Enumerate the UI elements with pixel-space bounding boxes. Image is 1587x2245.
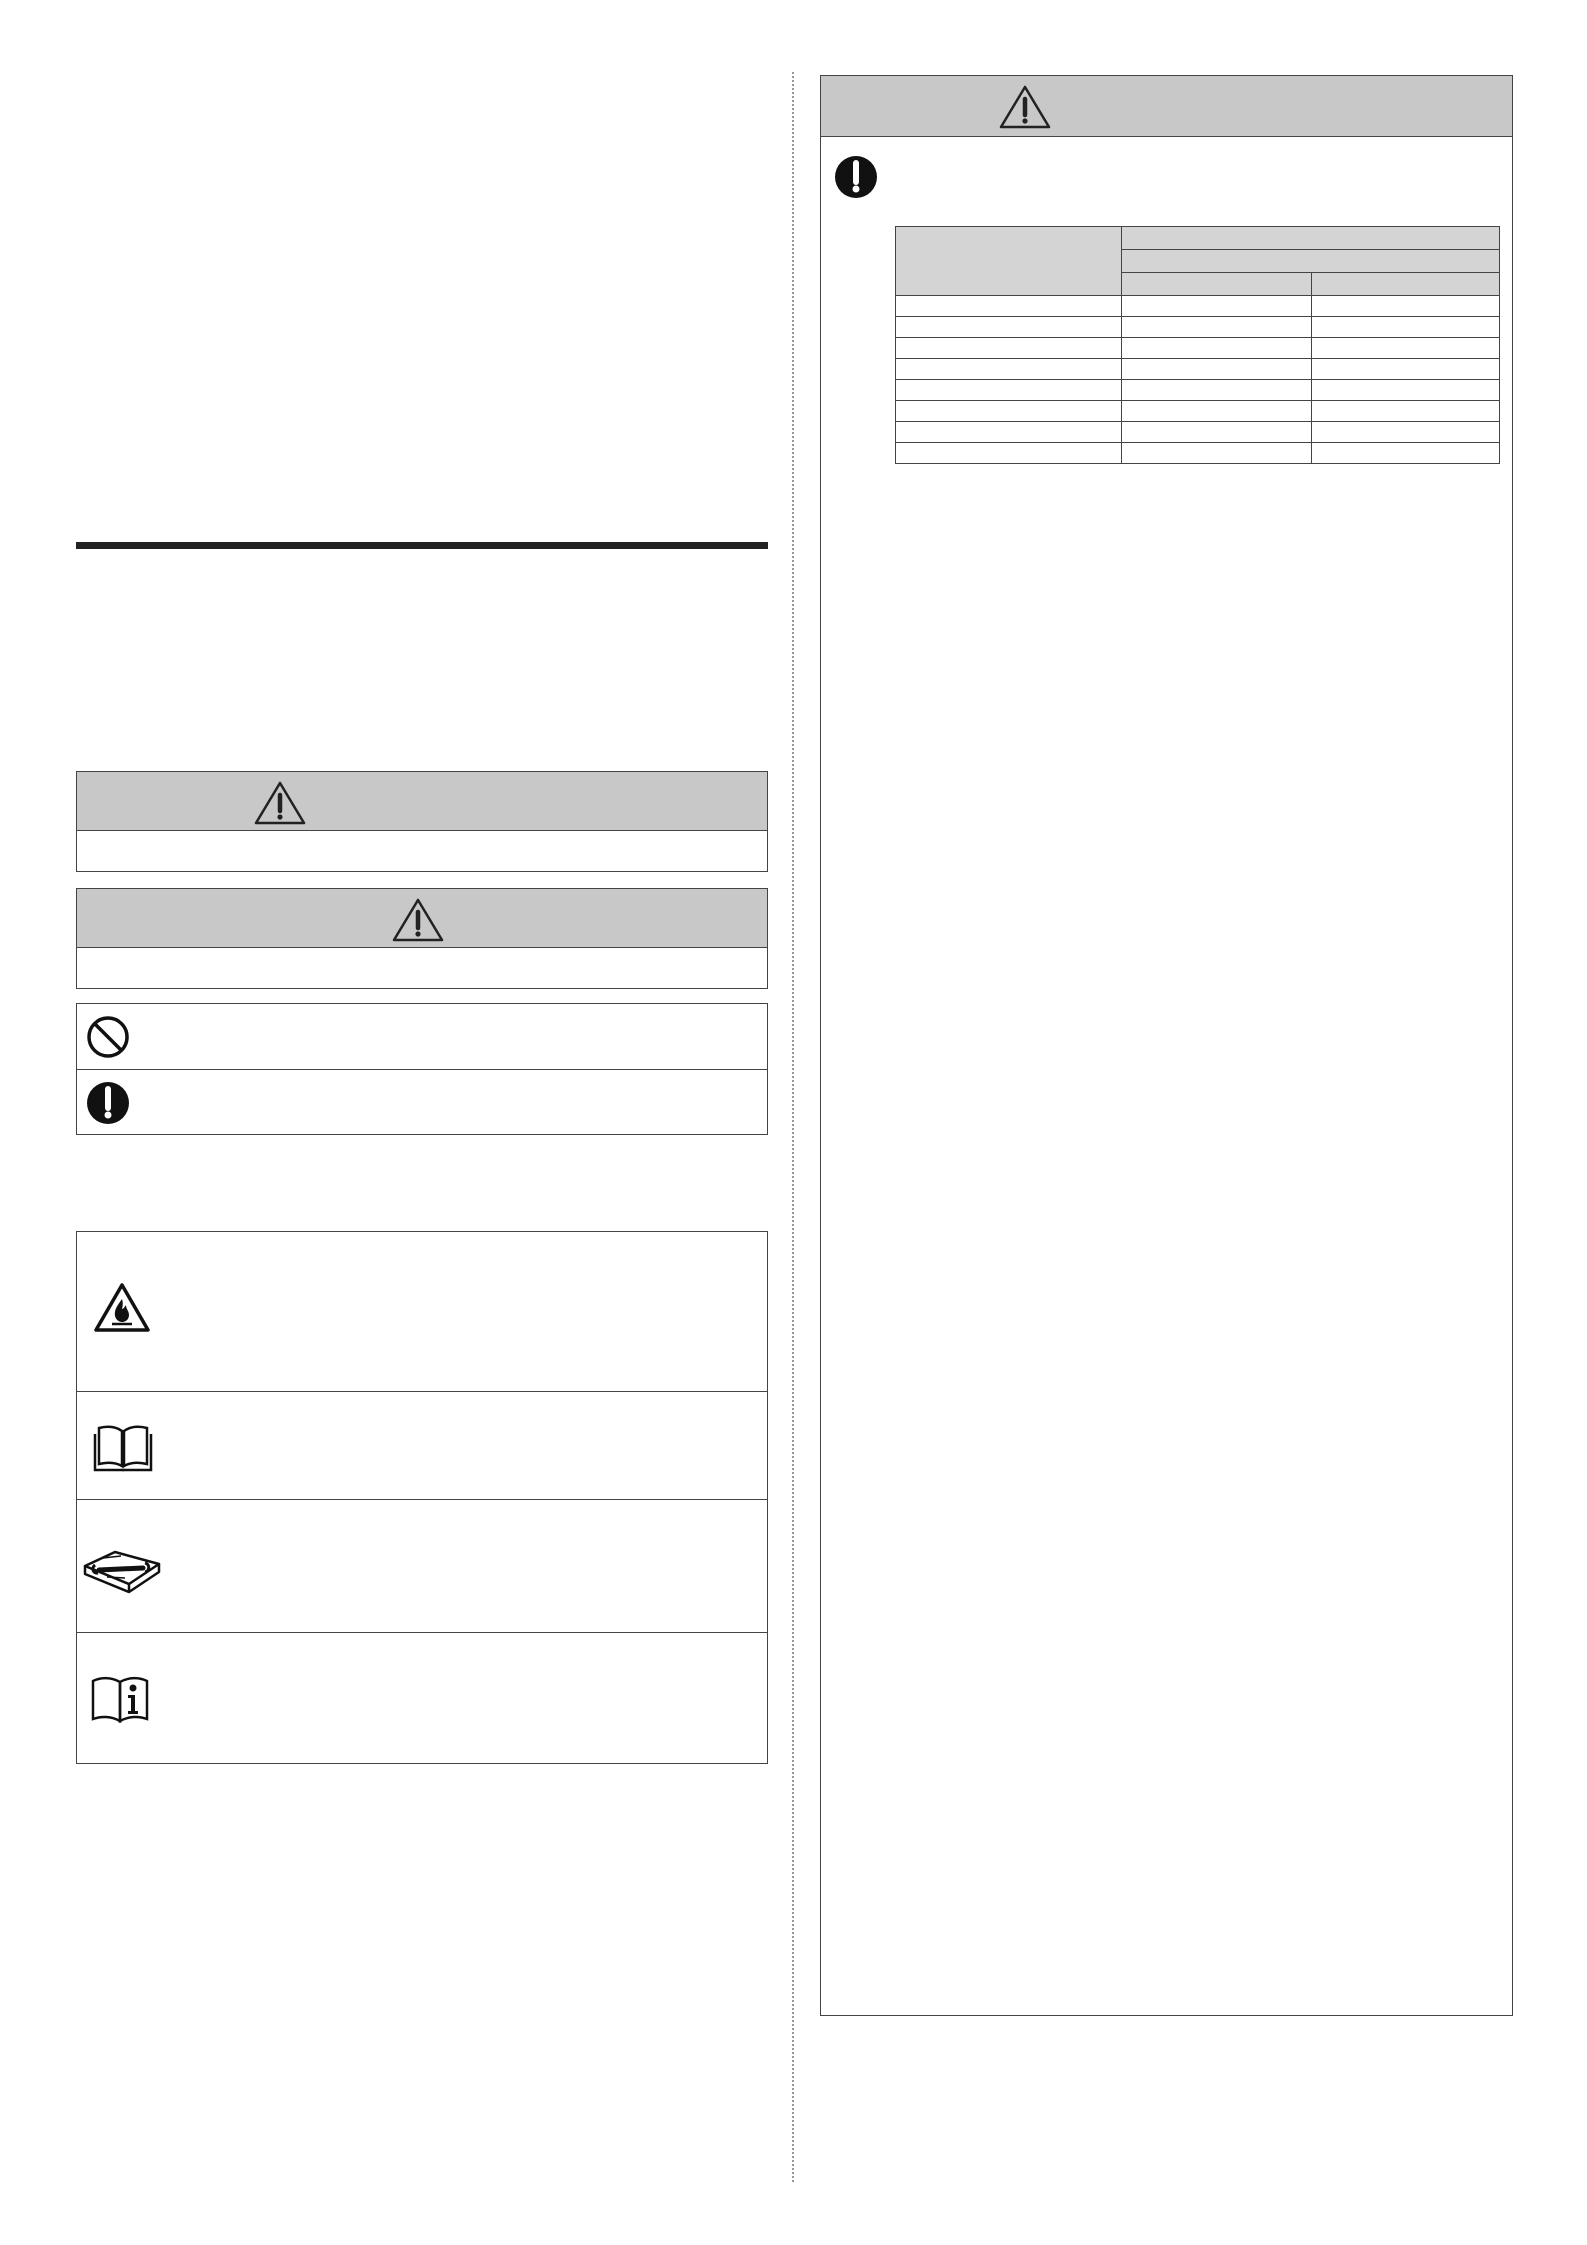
table-body (896, 296, 1500, 464)
table-row (896, 296, 1500, 317)
table-cell (1312, 422, 1500, 443)
service-manual-icon (81, 1544, 163, 1596)
table-header-cell (1122, 227, 1500, 250)
section-rule (76, 542, 768, 549)
right-warning-header (821, 76, 1512, 137)
caution-header (77, 889, 767, 948)
table-cell (896, 422, 1122, 443)
table-cell (1122, 359, 1312, 380)
table-cell (1122, 296, 1312, 317)
table-cell (1312, 296, 1500, 317)
warning-triangle-icon (253, 780, 307, 826)
table-header-cell (1122, 273, 1312, 296)
mandatory-action-icon (833, 154, 879, 200)
mandatory-action-icon (85, 1080, 131, 1126)
table-cell (1122, 380, 1312, 401)
table-header-row (896, 227, 1500, 250)
table-cell (1312, 443, 1500, 464)
table-cell (896, 317, 1122, 338)
row-flammable (77, 1232, 767, 1391)
table-header-cell (896, 227, 1122, 296)
warning-triangle-icon (391, 897, 445, 943)
table-row (896, 317, 1500, 338)
row-instruction-info (77, 1632, 767, 1762)
table-cell (896, 296, 1122, 317)
table-cell (1122, 443, 1312, 464)
table-row (896, 380, 1500, 401)
row-operation-manual (77, 1391, 767, 1499)
table-cell (896, 380, 1122, 401)
symbol-legend (76, 1003, 768, 1135)
table-row (896, 422, 1500, 443)
operation-manual-icon (93, 1422, 153, 1474)
legend-row-prohibited (77, 1004, 767, 1069)
table-cell (896, 338, 1122, 359)
table-cell (1312, 401, 1500, 422)
right-warning-panel (820, 75, 1513, 2016)
table-cell (896, 443, 1122, 464)
table-cell (1312, 338, 1500, 359)
table-cell (1312, 359, 1500, 380)
table-cell (896, 401, 1122, 422)
table-cell (1122, 422, 1312, 443)
symbol-meaning-table (76, 1231, 768, 1764)
table-row (896, 338, 1500, 359)
instruction-info-icon (89, 1673, 151, 1725)
table-header-cell (1312, 273, 1500, 296)
table-cell (1122, 317, 1312, 338)
row-service-manual (77, 1499, 767, 1632)
legend-row-mandatory (77, 1069, 767, 1135)
table-cell (1312, 380, 1500, 401)
prohibition-icon (85, 1014, 131, 1060)
warning-box (76, 771, 768, 872)
column-divider (792, 72, 794, 2182)
table-cell (1312, 317, 1500, 338)
table-row (896, 401, 1500, 422)
table-row (896, 359, 1500, 380)
caution-box (76, 888, 768, 989)
spec-table (895, 226, 1500, 464)
warning-triangle-icon (998, 84, 1052, 130)
table-header-cell (1122, 250, 1500, 273)
flammable-material-icon (93, 1282, 151, 1334)
warning-header (77, 772, 767, 831)
table-cell (1122, 338, 1312, 359)
table-cell (1122, 401, 1312, 422)
table-row (896, 443, 1500, 464)
table-cell (896, 359, 1122, 380)
